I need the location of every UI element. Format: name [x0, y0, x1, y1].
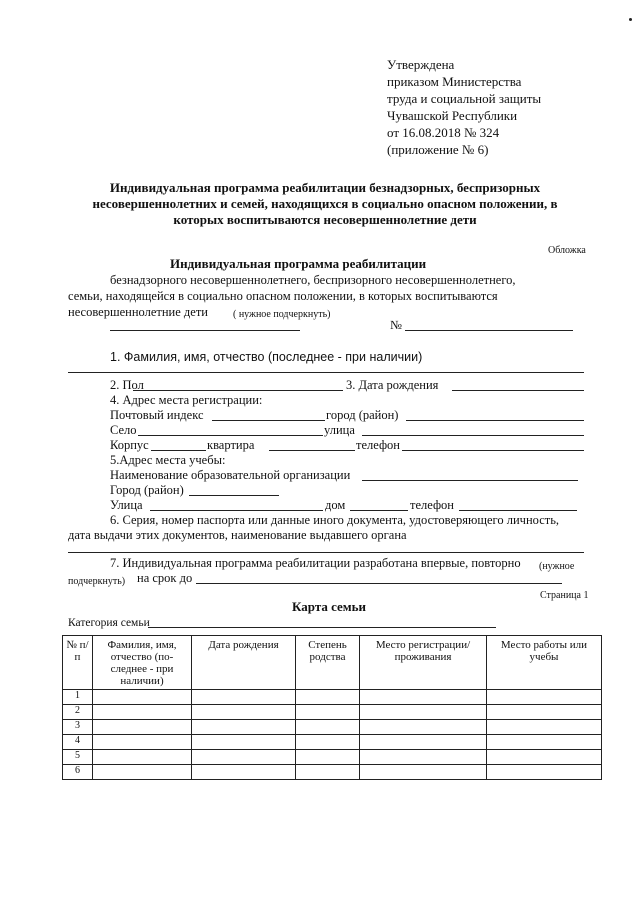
term-label: на срок до	[137, 571, 193, 585]
sex-blank[interactable]	[133, 390, 343, 391]
table-cell[interactable]	[487, 690, 602, 705]
underline-note: подчеркнуть)	[68, 576, 126, 587]
table-cell[interactable]	[360, 690, 487, 705]
phone-blank[interactable]	[402, 450, 584, 451]
table-cell[interactable]	[296, 750, 360, 765]
org-name-label: Наименование образовательной организации	[110, 468, 351, 482]
house-blank[interactable]	[350, 510, 408, 511]
row-number: 4	[63, 735, 93, 750]
passport-blank[interactable]	[68, 552, 584, 553]
title-line: которых воспитываются несовершеннолетние дети	[173, 212, 477, 227]
family-table	[62, 635, 602, 780]
table-cell[interactable]	[192, 690, 296, 705]
fio-label: 1. Фамилия, имя, отчество (последнее - при наличии)	[110, 350, 423, 364]
apartment-blank[interactable]	[269, 450, 355, 451]
phone-label: телефон	[356, 438, 400, 452]
family-category-label: Категория семьи	[68, 617, 150, 629]
family-category-blank[interactable]	[148, 627, 496, 628]
fio-blank[interactable]	[68, 372, 584, 373]
number-label: №	[390, 318, 402, 332]
approval-line: от 16.08.2018 № 324	[387, 125, 500, 140]
phone2-blank[interactable]	[459, 510, 577, 511]
table-cell[interactable]	[296, 720, 360, 735]
table-cell[interactable]	[296, 735, 360, 750]
village-label: Село	[110, 423, 137, 437]
building-label: Корпус	[110, 438, 149, 452]
village-blank[interactable]	[138, 435, 323, 436]
city-label: город (район)	[326, 408, 399, 422]
row-number: 3	[63, 720, 93, 735]
table-cell[interactable]	[296, 765, 360, 780]
postcode-label: Почтовый индекс	[110, 408, 204, 422]
table-cell[interactable]	[192, 720, 296, 735]
table-cell[interactable]	[192, 735, 296, 750]
table-cell[interactable]	[296, 690, 360, 705]
recipient-blank[interactable]	[110, 330, 300, 331]
study-address-label: 5.Адрес места учебы:	[110, 453, 226, 467]
passport-label: 6. Серия, номер паспорта или данные иного документа, удостоверяющего личность,	[110, 513, 560, 527]
street-label: улица	[324, 423, 355, 437]
table-cell[interactable]	[93, 765, 192, 780]
table-row	[63, 735, 602, 750]
table-cell[interactable]	[93, 720, 192, 735]
row-number: 5	[63, 750, 93, 765]
approval-line: Утверждена	[387, 57, 455, 72]
table-cell[interactable]	[296, 705, 360, 720]
table-row	[63, 720, 602, 735]
page-label: Страница 1	[540, 590, 589, 601]
program-line: безнадзорного несовершеннолетнего, беспризорного несовершеннолетнего,	[110, 273, 516, 287]
column-header: Дата рождения	[192, 636, 296, 690]
column-header: Место работы или учебы	[487, 636, 602, 690]
street2-blank[interactable]	[150, 510, 323, 511]
column-header: № п/п	[63, 636, 93, 690]
table-cell[interactable]	[360, 750, 487, 765]
table-cell[interactable]	[360, 735, 487, 750]
table-cell[interactable]	[192, 750, 296, 765]
program-line: семьи, находящейся в социально опасном положении, в которых воспитываются	[68, 289, 498, 303]
table-cell[interactable]	[487, 705, 602, 720]
family-card-title: Карта семьи	[292, 599, 367, 614]
table-cell[interactable]	[360, 765, 487, 780]
term-blank[interactable]	[196, 583, 562, 584]
approval-line: приказом Министерства	[387, 74, 522, 89]
reg-address-label: 4. Адрес места регистрации:	[110, 393, 263, 407]
table-cell[interactable]	[360, 705, 487, 720]
table-cell[interactable]	[93, 705, 192, 720]
approval-line: труда и социальной защиты	[387, 91, 542, 106]
city-blank[interactable]	[406, 420, 584, 421]
birth-label: 3. Дата рождения	[346, 378, 439, 392]
table-row	[63, 750, 602, 765]
program-title: Индивидуальная программа реабилитации	[170, 256, 427, 271]
program-number-blank[interactable]	[405, 330, 573, 331]
underline-note: ( нужное подчеркнуть)	[233, 309, 331, 320]
scan-speck	[629, 18, 632, 21]
street2-label: Улица	[110, 498, 143, 512]
passport-label: дата выдачи этих документов, наименование выдавшего органа	[68, 528, 407, 542]
sex-label: 2. Пол	[110, 378, 144, 392]
city2-label: Город (район)	[110, 483, 184, 497]
underline-note: (нужное	[539, 561, 575, 572]
column-header: Фамилия, имя, отчество (по-следнее - при наличии)	[93, 636, 192, 690]
table-header-row	[63, 636, 602, 690]
house-label: дом	[325, 498, 346, 512]
table-cell[interactable]	[192, 765, 296, 780]
program-dev-label: 7. Индивидуальная программа реабилитации разработана впервые, повторно	[110, 556, 521, 570]
cover-label: Обложка	[548, 245, 586, 256]
table-row	[63, 705, 602, 720]
table-cell[interactable]	[360, 720, 487, 735]
title-line: несовершеннолетних и семей, находящихся в социально опасном положении, в	[92, 196, 558, 211]
birth-blank[interactable]	[452, 390, 584, 391]
row-number: 2	[63, 705, 93, 720]
street-blank[interactable]	[362, 435, 584, 436]
table-cell[interactable]	[93, 690, 192, 705]
document-title	[50, 180, 600, 228]
table-row	[63, 690, 602, 705]
building-blank[interactable]	[151, 450, 206, 451]
title-line: Индивидуальная программа реабилитации безнадзорных, беспризорных	[109, 180, 541, 195]
table-cell[interactable]	[487, 765, 602, 780]
table-row	[63, 765, 602, 780]
table-cell[interactable]	[192, 705, 296, 720]
column-header: Степень родства	[296, 636, 360, 690]
apartment-label: квартира	[207, 438, 255, 452]
table-cell[interactable]	[487, 750, 602, 765]
table-cell[interactable]	[93, 735, 192, 750]
postcode-blank[interactable]	[212, 420, 325, 421]
row-number: 6	[63, 765, 93, 780]
table-cell[interactable]	[487, 735, 602, 750]
approval-line: (приложение № 6)	[387, 142, 489, 157]
column-header: Место регистрации/ проживания	[360, 636, 487, 690]
approval-stamp	[387, 56, 541, 158]
approval-line: Чувашской Республики	[387, 108, 518, 123]
org-name-blank[interactable]	[362, 480, 578, 481]
table-cell[interactable]	[93, 750, 192, 765]
phone2-label: телефон	[410, 498, 454, 512]
program-line: несовершеннолетние дети	[68, 305, 208, 319]
city2-blank[interactable]	[189, 495, 279, 496]
row-number: 1	[63, 690, 93, 705]
table-cell[interactable]	[487, 720, 602, 735]
